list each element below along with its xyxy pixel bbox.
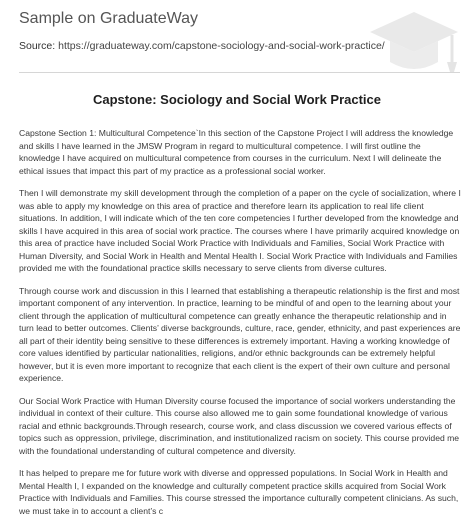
paragraph: Capstone Section 1: Multicultural Competence`In this section of the Capstone Project I will address the knowledge and skills I have learned in the JMSW Program in regard to multicultural competence. I will first outline the knowledge I have acquired on multicultural competence from courses in the curriculum. Next I will delineate the ethical issues that impact this part of my practice as a professional social worker. — [19, 128, 454, 176]
paragraph: Through course work and discussion in this I learned that establishing a therapeutic relationship is the first and most important component of any intervention. In practice, learning to be mindful of and open to the learning about your client through the application of multicultural competence can greatly enhance the therapeutic relationship and in turn lead to better outcomes. Clients’ diverse backgrounds, culture, race, gender, ethnicity, and past experiences are all part of their identity being sensitive to these differences is extremely important. Having a working knowledge of core values identified by particular nationalities, religions, and/or ethnic backgrounds can be extremely helpful however, but it is even more important to recognize that each client is the expert of their own culture and personal experience. — [19, 285, 461, 383]
document-body — [19, 127, 462, 527]
document-title: Capstone: Sociology and Social Work Practice — [93, 92, 381, 107]
source-url-link[interactable]: https://graduateway.com/capstone-sociology-and-social-work-practice/ — [58, 40, 385, 52]
paragraph: It has helped to prepare me for future work with diverse and oppressed populations. In Social Work in Health and Mental Health I, I expanded on the knowledge and culturally competent practice skills acquired from Social Work Practice with Individuals and Families. This course stressed the importance culturally competent clinicians. As such, we must take in to account a client’s c — [19, 468, 459, 516]
paragraph: Then I will demonstrate my skill development through the completion of a paper on the cycle of socialization, where I was able to apply my knowledge on this area of practice and therefore learn its application to real life client situations. In addition, I will indicate which of the ten core competencies I further developed from the knowledge and skills I have acquired in this area of social work practice. The courses where I have primarily acquired knowledge on this area of practice have included Social Work Practice with Individuals and Families, Social Work Practice with Human Diversity, and Social Work in Health and Mental Health I. Social Work Practice with Individuals and Families provided me with the foundational practice skills necessary to serve clients from diverse cultures. — [19, 188, 461, 273]
header-divider — [19, 72, 460, 73]
source-label: Source: — [19, 40, 56, 52]
graduation-cap-icon — [368, 10, 460, 80]
paragraph: Our Social Work Practice with Human Diversity course focused the importance of social workers understanding the individual in context of their culture. This course also allowed me to gain some foundational knowledge of various racial and ethnic backgrounds.Through research, course work, and class discussion we covered various effects of topics such as oppression, privilege, discrimination, and institutionalized racism on society. This course provided me with the foundational understanding of cultural competence and diversity. — [19, 395, 460, 456]
source-line — [19, 40, 385, 52]
site-header — [19, 10, 460, 68]
site-name[interactable]: Sample on GraduateWay — [19, 10, 199, 27]
